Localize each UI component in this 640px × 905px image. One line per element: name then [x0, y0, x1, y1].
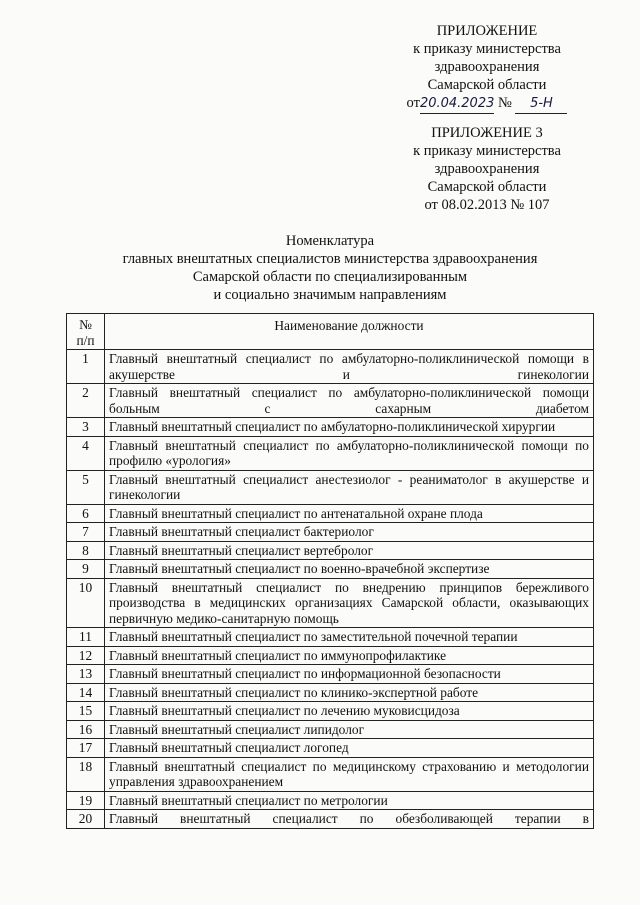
row-number: 3 [67, 418, 105, 437]
handwritten-number: 5-Н [515, 95, 567, 114]
row-number: 20 [67, 810, 105, 829]
position-name: Главный внештатный специалист анестезиолог - реаниматолог в акушерстве и гинекологии [105, 470, 594, 504]
row-number: 17 [67, 739, 105, 758]
positions-table [66, 313, 594, 829]
position-name: Главный внештатный специалист по обезболивающей терапии в [105, 810, 594, 829]
table-row [67, 646, 594, 665]
row-number: 7 [67, 523, 105, 542]
table-row [67, 523, 594, 542]
annex-region-line: Самарской области [427, 77, 547, 93]
annex3-order-line: к приказу министерства [413, 143, 561, 159]
position-name: Главный внештатный специалист по иммунопрофилактике [105, 646, 594, 665]
row-number: 4 [67, 436, 105, 470]
row-number: 12 [67, 646, 105, 665]
column-header-number-symbol: № [79, 317, 92, 332]
table-body [67, 350, 594, 829]
position-name: Главный внештатный специалист бактериолог [105, 523, 594, 542]
position-name: Главный внештатный специалист по внедрению принципов бережливого производства в медицинских организациях Самарской области, оказывающих первичную медико-санитарную помощь [105, 578, 594, 628]
position-name: Главный внештатный специалист по клинико-экспертной работе [105, 683, 594, 702]
annex3-date-line: от 08.02.2013 № 107 [424, 197, 550, 213]
table-row [67, 757, 594, 791]
title-line-2: главных внештатных специалистов министерства здравоохранения [122, 251, 538, 267]
position-name: Главный внештатный специалист по заместительной почечной терапии [105, 628, 594, 647]
annex-label: ПРИЛОЖЕНИЕ [436, 23, 538, 39]
row-number: 18 [67, 757, 105, 791]
row-number: 11 [67, 628, 105, 647]
row-number: 1 [67, 350, 105, 384]
table-row [67, 628, 594, 647]
position-name: Главный внештатный специалист вертебролог [105, 541, 594, 560]
row-number: 9 [67, 560, 105, 579]
table-row [67, 541, 594, 560]
position-name: Главный внештатный специалист липидолог [105, 720, 594, 739]
position-name: Главный внештатный специалист по амбулаторно-поликлинической хирургии [105, 418, 594, 437]
row-number: 5 [67, 470, 105, 504]
row-number: 6 [67, 504, 105, 523]
table-row [67, 418, 594, 437]
position-name: Главный внештатный специалист по медицинскому страхованию и методологии управления здравоохранением [105, 757, 594, 791]
position-name: Главный внештатный специалист по амбулаторно-поликлинической помощи больным с сахарным диабетом [105, 384, 594, 418]
table-row [67, 683, 594, 702]
annex-header [392, 22, 582, 114]
position-name: Главный внештатный специалист по лечению муковисцидоза [105, 702, 594, 721]
table-row [67, 578, 594, 628]
table-row [67, 350, 594, 384]
handwritten-date: 20.04.2023 [420, 95, 494, 114]
annex3-label: ПРИЛОЖЕНИЕ 3 [431, 125, 543, 141]
table-row [67, 560, 594, 579]
table-row [67, 791, 594, 810]
row-number: 15 [67, 702, 105, 721]
row-number: 19 [67, 791, 105, 810]
annex-ministry-line: здравоохранения [434, 59, 540, 75]
table-row [67, 470, 594, 504]
title-line-4: и социально значимым направлениям [213, 287, 447, 303]
title-line-3: Самарской области по специализированным [192, 269, 468, 285]
table-row [67, 384, 594, 418]
annex3-region-line: Самарской области [427, 179, 547, 195]
row-number: 2 [67, 384, 105, 418]
column-header-position: Наименование должности [105, 314, 594, 350]
row-number: 14 [67, 683, 105, 702]
position-name: Главный внештатный специалист по амбулаторно-поликлинической помощи по профилю «урология» [105, 436, 594, 470]
position-name: Главный внештатный специалист по метрологии [105, 791, 594, 810]
annex-date-line [392, 94, 582, 114]
table-row [67, 665, 594, 684]
row-number: 13 [67, 665, 105, 684]
annex-order-line: к приказу министерства [413, 41, 561, 57]
row-number: 16 [67, 720, 105, 739]
column-header-number [67, 314, 105, 350]
table-row [67, 702, 594, 721]
table-row [67, 739, 594, 758]
table-row [67, 436, 594, 470]
document-title [90, 232, 570, 304]
annex3-header [392, 124, 582, 214]
table-row [67, 810, 594, 829]
column-header-number-abbr: п/п [76, 332, 95, 348]
row-number: 8 [67, 541, 105, 560]
position-name: Главный внештатный специалист по информационной безопасности [105, 665, 594, 684]
table-row [67, 504, 594, 523]
table-header-row [67, 314, 594, 350]
row-number: 10 [67, 578, 105, 628]
table-row [67, 720, 594, 739]
number-prefix: № [498, 95, 512, 111]
position-name: Главный внештатный специалист по амбулаторно-поликлинической помощи в акушерстве и гинекологии [105, 350, 594, 384]
title-line-1: Номенклатура [285, 233, 375, 249]
position-name: Главный внештатный специалист логопед [105, 739, 594, 758]
position-name: Главный внештатный специалист по антенатальной охране плода [105, 504, 594, 523]
date-prefix: от [406, 95, 420, 111]
position-name: Главный внештатный специалист по военно-врачебной экспертизе [105, 560, 594, 579]
annex3-ministry-line: здравоохранения [434, 161, 540, 177]
